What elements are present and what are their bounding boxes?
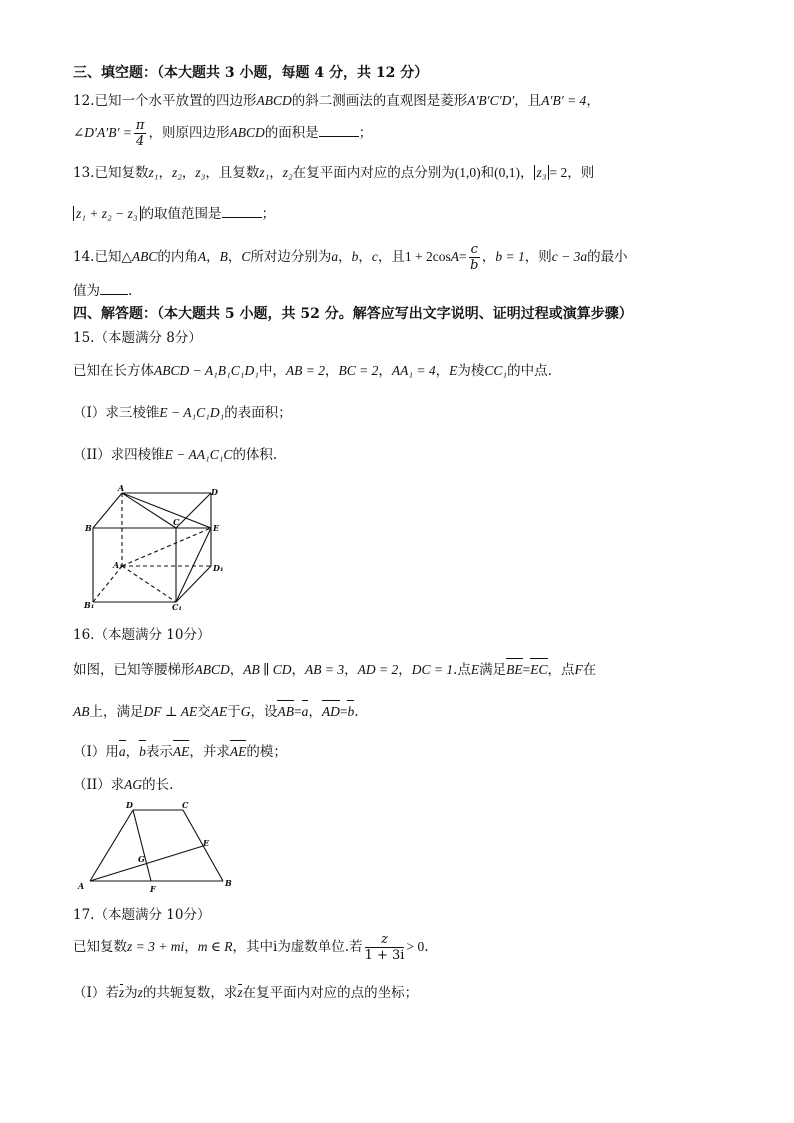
vertex-label: C [182,800,189,810]
q16-vector: AE [172,744,190,759]
q12-math: ∠D′A′B′ = [73,125,132,140]
q15-text: （II）求四棱锥 [73,447,165,463]
question-16-part-2 [73,776,173,794]
q16-text: ， [291,662,305,678]
section-4-heading: 四、解答题：（本大题共 5 小题，共 52 分。解答应写出文字说明、证明过程或演算步骤） [73,306,633,322]
q14-math: c [371,249,378,264]
q13-text: ， [181,165,196,181]
q15-math: E − AA₁C₁C [164,447,233,462]
q16-math: E [470,662,480,677]
q17-fraction [365,932,405,963]
question-15-title: 15.（本题满分 8分） [73,330,202,346]
q14-text: 的内角 [157,249,198,265]
vertex-label: D [126,800,133,810]
question-13-line-2 [73,205,275,223]
q16-text: 于 [227,704,241,720]
q16-math: AB ∥ CD [243,662,292,677]
q14-text: ， [206,249,220,265]
q13-text: ，且复数 [205,165,260,181]
q16-math: = [293,704,302,719]
q16-math: AB = 3 [304,662,345,677]
question-12-line-1 [73,92,600,110]
q16-text: 表示 [145,744,173,760]
question-13-line-1 [73,164,594,182]
q16-vector: BE [506,662,523,677]
q13-text: ， [158,165,172,181]
q16-math: AD = 2 [357,662,399,677]
vertex-label: C₁ [172,602,182,612]
answer-blank[interactable] [319,136,359,137]
q13-text: ； [261,206,276,222]
q12-math: A′B′ = 4 [541,93,587,108]
question-16-line-1 [73,661,596,679]
q14-text: ，且 [377,249,405,265]
q13-text: 在复平面内对应的点分别为 [292,165,455,181]
q12-math: ABCD [229,125,265,140]
q16-vector: AE [229,744,247,759]
section-3-heading: 三、填空题：（本大题共 3 小题，每题 4 分，共 12 分） [73,65,429,81]
trapezoid-figure [72,800,242,895]
q14-text: 值为 [73,283,100,299]
question-14-line-1 [73,240,628,274]
q16-vector: a [301,704,309,719]
q16-math: AB [73,704,90,719]
q12-text: ，则原四边形 [148,125,230,141]
q16-text: 在 [582,662,597,678]
q13-abs-expression: z₁ + z₂ − z₃ [73,206,141,221]
fraction-denominator: b [470,258,479,273]
q12-text: ， [586,93,600,109]
q17-text: （I）若 [73,985,119,1001]
q16-text: ， [344,662,358,678]
vertex-label: A [118,484,125,493]
edge-C1D1 [176,566,211,602]
question-14-line-2 [73,282,132,300]
q14-math: A [197,249,207,264]
q16-math: = [339,704,348,719]
segment-DF [133,810,151,881]
q17-text: . [424,939,429,955]
fraction-numerator: π [135,118,145,133]
q12-text: 的面积是 [264,125,319,141]
q17-text: ，其中 [232,939,273,955]
q15-text: ， [378,363,392,379]
q16-vector: AD [321,704,340,719]
q14-math: c − 3a [551,249,588,264]
question-17-part-1 [73,984,418,1002]
q17-text: 为 [124,985,138,1001]
q12-fraction [134,118,147,149]
q14-math: C [241,249,251,264]
q15-text: 的表面积； [224,405,292,421]
q12-math: A′B′C′D′ [467,93,515,108]
q14-math: = [458,249,467,264]
q16-math: AE [210,704,228,719]
cuboid-figure [80,484,230,612]
q14-text: ， [227,249,242,265]
q15-math: E − A₁C₁D₁ [159,405,225,420]
q17-math: > 0 [406,939,425,954]
q14-text: ， [481,249,496,265]
vertex-label: D₁ [213,563,224,573]
answer-blank[interactable] [222,217,262,218]
q14-text: . [128,283,133,299]
edge-AD [90,810,133,881]
q14-text: ， [338,249,352,265]
question-17-stem [73,930,429,964]
q16-text: ， [398,662,412,678]
q14-text: 所对边分别为 [250,249,332,265]
q16-vector: EC [530,662,548,677]
q13-math: z₂ [171,165,182,180]
q16-math: G [240,704,251,719]
q16-text: ， [308,704,322,720]
q16-text: ，设 [250,704,278,720]
q16-text: ， [125,744,140,760]
q16-text: 如图，已知等腰梯形 [73,662,195,678]
vertex-label: B [85,523,92,533]
fraction-denominator: 1 + 3i [364,948,405,963]
q16-math: DC = 1 [411,662,454,677]
q12-text: 12.已知一个水平放置的四边形 [73,93,257,109]
q14-math: 1 + 2cos [404,249,451,264]
q12-text: ； [358,125,373,141]
q14-text: ，则 [524,249,552,265]
question-16-line-2 [73,703,359,721]
q16-math: ABCD [194,662,230,677]
q15-text: ， [325,363,339,379]
q13-text: 的取值范围是 [140,206,222,222]
q15-math: ABCD − A₁B₁C₁D₁ [154,363,259,378]
edge-AE [122,493,211,528]
q16-text: ， [229,662,244,678]
q16-math: AG [124,777,143,792]
q16-text: ，点 [547,662,575,678]
vertex-label: C [173,517,180,527]
q14-fraction [469,242,480,273]
q16-text: 满足 [479,662,507,678]
q13-text: ， [520,165,534,181]
question-15-part-2 [73,446,277,464]
q13-math: z₃ [195,165,206,180]
q16-text: （I）用 [73,744,119,760]
q17-math: m ∈ R [197,939,233,954]
q17-math: z = 3 + mi [127,939,185,954]
q12-text: 的斜二测画法的直观图是菱形 [291,93,468,109]
question-16-part-1 [73,743,287,761]
q15-text: 为棱 [457,363,485,379]
conjugate-z: z [118,985,125,1000]
q15-math: E [449,363,458,378]
q17-text: 在复平面内对应的点的坐标； [242,985,419,1001]
q13-math: z₂ [282,165,293,180]
edge-A1B1-hidden [93,566,122,602]
edge-C1E [176,528,211,602]
q17-math: z [137,985,143,1000]
vertex-label: E [203,838,210,848]
q14-math: A [450,249,459,264]
q16-text: （II）求 [73,777,125,793]
q15-text: 的体积. [232,447,278,463]
vertex-label: A [78,881,85,891]
q17-text: ， [184,939,198,955]
q17-text: 已知复数 [73,939,127,955]
answer-blank[interactable] [100,294,128,295]
q14-text: ， [358,249,372,265]
fraction-numerator: z [365,932,405,948]
q13-math: z₁ [259,165,270,180]
q16-math: = [522,662,531,677]
q15-math: CC₁ [484,363,508,378]
q16-text: . [354,704,359,720]
q12-math: ABCD [256,93,292,108]
q13-math: (1,0) [454,165,481,180]
question-12-line-2 [73,116,372,150]
edge-CD [176,493,211,528]
q16-text: 的模； [246,744,287,760]
fraction-numerator: c [470,242,478,257]
q15-text: 已知在长方体 [73,363,154,379]
vertex-label: B₁ [84,600,95,610]
vertex-label: B [225,878,232,888]
q14-math: ABC [131,249,158,264]
q12-text: ，且 [514,93,542,109]
q14-math: b = 1 [495,249,525,264]
edge-A1C1-hidden [122,566,176,602]
q17-text: 的共轭复数，求 [142,985,238,1001]
q14-text: 的最小 [587,249,628,265]
q15-math: AA₁ = 4 [391,363,436,378]
q16-text: ，并求 [189,744,230,760]
q16-text: .点 [453,662,471,678]
q15-math: AB = 2 [285,363,325,378]
q16-math: F [574,662,583,677]
vertex-label: A₁ [113,560,123,570]
q16-text: 上，满足 [89,704,144,720]
edge-A1E-hidden [122,528,211,566]
question-15-stem [73,362,552,380]
vertex-label: F [150,884,156,894]
q16-vector: a [118,744,126,759]
q17-text: 为虚数单位.若 [277,939,363,955]
q14-math: B [219,249,228,264]
q17-math: i [272,939,278,955]
q16-vector: b [347,704,355,719]
question-16-title: 16.（本题满分 10分） [73,627,211,643]
q14-text: 14.已知△ [73,249,132,265]
q16-vector: b [139,744,146,759]
q14-math: a [331,249,339,264]
question-15-part-1 [73,404,292,422]
vertex-label: D [211,487,218,497]
edge-AB [93,493,122,528]
question-17-title: 17.（本题满分 10分） [73,907,211,923]
q15-text: 的中点. [507,363,552,379]
q13-text: 13.已知复数 [73,165,149,181]
vertex-label: E [213,523,220,533]
q15-text: 中， [258,363,286,379]
q14-math: b [351,249,359,264]
q16-vector: AB [277,704,294,719]
q15-text: （I）求三棱锥 [73,405,160,421]
q13-text: ， [269,165,283,181]
q13-math: z₁ [148,165,159,180]
q16-math: DF ⊥ AE [143,704,198,719]
q16-text: 的长. [142,777,174,793]
conjugate-z: z [237,985,243,1000]
q13-text: 和 [480,165,495,181]
q15-math: BC = 2 [338,363,379,378]
q13-math: = 2 [549,165,568,180]
vertex-label: G [138,854,145,864]
fraction-denominator: 4 [136,134,145,149]
q13-text: ，则 [567,165,595,181]
q13-abs-value: z₃ [534,165,550,180]
q15-text: ， [435,363,450,379]
q16-text: 交 [197,704,211,720]
q13-math: (0,1) [494,165,520,180]
